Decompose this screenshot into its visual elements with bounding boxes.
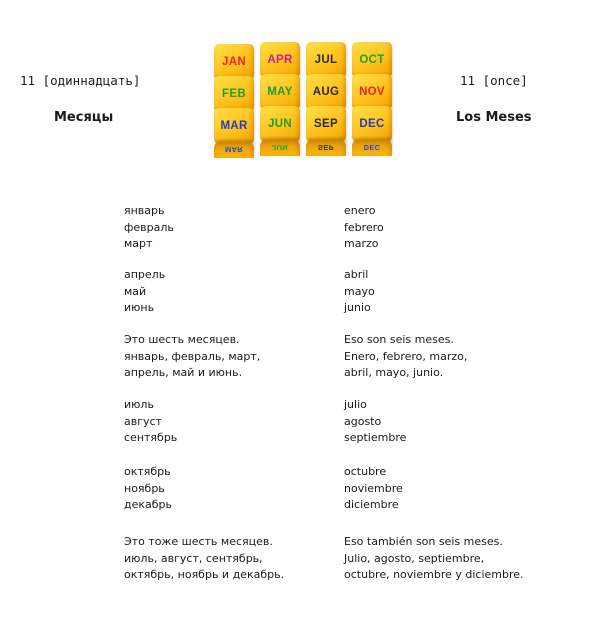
- cube-column: [306, 42, 346, 160]
- russian-phrase: июнь: [124, 301, 155, 314]
- russian-phrase: Это шесть месяцев.: [124, 333, 240, 346]
- header-es-number: 11 [once]: [460, 73, 528, 88]
- spanish-phrase: Eso son seis meses.: [344, 333, 454, 346]
- spanish-phrase: Eso también son seis meses.: [344, 535, 503, 548]
- russian-phrase: октябрь, ноябрь и декабрь.: [124, 568, 285, 581]
- russian-phrase: декабрь: [124, 498, 173, 511]
- spanish-phrase: julio: [344, 398, 367, 411]
- month-cubes-image: [196, 42, 400, 160]
- month-cube: FEB: [214, 76, 254, 112]
- spanish-phrase: abril, mayo, junio.: [344, 366, 444, 379]
- spanish-phrase: marzo: [344, 237, 379, 250]
- spanish-phrase: septiembre: [344, 431, 407, 444]
- spanish-phrase: agosto: [344, 414, 382, 428]
- spanish-phrase: mayo: [344, 284, 375, 298]
- month-cube: OCT: [352, 42, 392, 78]
- header-ru-title: Месяцы: [54, 110, 114, 125]
- month-cube: JUN: [260, 106, 300, 142]
- spanish-phrase: octubre, noviembre y diciembre.: [344, 568, 524, 581]
- cube-column: [214, 44, 254, 162]
- spanish-phrase: Enero, febrero, marzo,: [344, 349, 468, 363]
- header-ru-number: 11 [одиннадцать]: [20, 73, 141, 88]
- russian-phrase: апрель: [124, 268, 166, 281]
- russian-phrase: май: [124, 284, 147, 298]
- russian-phrase: октябрь: [124, 465, 171, 478]
- russian-phrase: сентябрь: [124, 431, 178, 444]
- month-cube: APR: [260, 42, 300, 78]
- russian-phrase: февраль: [124, 220, 174, 234]
- month-cube: NOV: [352, 74, 392, 110]
- month-cube-reflection: SEP: [306, 140, 346, 156]
- month-cube: JUL: [306, 42, 346, 78]
- russian-phrase: июль: [124, 398, 154, 411]
- month-cube: AUG: [306, 74, 346, 110]
- month-cube-reflection: MAR: [214, 142, 254, 158]
- russian-phrase: ноябрь: [124, 481, 165, 495]
- month-cube: DEC: [352, 106, 392, 142]
- month-cube: MAR: [214, 108, 254, 144]
- header-es-title: Los Meses: [456, 110, 532, 125]
- spanish-phrase: Julio, agosto, septiembre,: [344, 551, 485, 565]
- russian-phrase: январь, февраль, март,: [124, 349, 261, 363]
- spanish-phrase: febrero: [344, 220, 384, 234]
- month-cube: MAY: [260, 74, 300, 110]
- cube-column: [352, 42, 392, 160]
- russian-phrase: январь: [124, 204, 165, 217]
- spanish-phrase: octubre: [344, 465, 387, 478]
- cube-column: [260, 42, 300, 160]
- russian-phrase: август: [124, 414, 162, 428]
- spanish-phrase: diciembre: [344, 498, 399, 511]
- month-cube-reflection: JUN: [260, 140, 300, 156]
- spanish-phrase: noviembre: [344, 481, 403, 495]
- spanish-phrase: abril: [344, 268, 369, 281]
- russian-phrase: март: [124, 237, 153, 250]
- spanish-phrase: enero: [344, 204, 376, 217]
- month-cube: JAN: [214, 44, 254, 80]
- month-cube: SEP: [306, 106, 346, 142]
- russian-phrase: апрель, май и июнь.: [124, 366, 243, 379]
- month-cube-reflection: DEC: [352, 140, 392, 156]
- russian-phrase: Это тоже шесть месяцев.: [124, 535, 273, 548]
- russian-phrase: июль, август, сентябрь,: [124, 551, 263, 565]
- spanish-phrase: junio: [344, 301, 371, 314]
